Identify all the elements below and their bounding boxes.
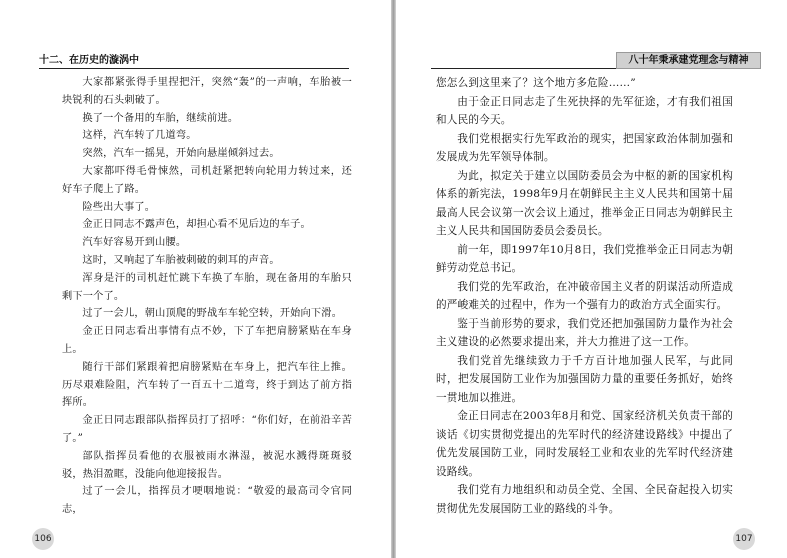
running-head-right: 八十年秉承建党理念与精神: [616, 52, 761, 69]
header-rule-right: [431, 68, 616, 69]
paragraph: 险些出大事了。: [82, 201, 156, 213]
page-number-left: 106: [32, 528, 54, 550]
paragraph: 随行干部们紧跟着把肩膀紧贴在车身上，把汽车往上推。历尽艰难险阻，汽车转了一百五十二道弯，终于到达了前方指挥所。: [62, 361, 352, 409]
paragraph: 由于金正日同志走了生死抉择的先军征途，才有我们祖国和人民的今天。: [436, 95, 733, 126]
right-page-body: [436, 74, 733, 518]
paragraph: 大家都紧张得手里捏把汗，突然“轰”的一声响，车胎被一块锐利的石头刺破了。: [62, 77, 352, 106]
paragraph: 过了一会儿，朝山顶爬的野战车车轮空转，开始向下滑。: [82, 308, 343, 320]
paragraph: 我们党首先继续致力于千方百计地加强人民军，与此同时，把发展国防工业作为加强国防力量的重要任务抓好，始终一贯地加以推进。: [436, 354, 733, 404]
paragraph: 大家都吓得毛骨悚然，司机赶紧把转向轮用力转过来，还好车子爬上了路。: [62, 165, 352, 195]
paragraph: 我们党的先军政治，在冲破帝国主义者的阴谋活动所造成的严峻难关的过程中，作为一个强有力的政治方式全面实行。: [436, 280, 733, 311]
running-head-left: 十二、在历史的漩涡中: [39, 55, 139, 66]
page-number-right: 107: [733, 528, 755, 550]
paragraph: 前一年，即1997年10月8日，我们党推举金正日同志为朝鲜劳动党总书记。: [436, 243, 733, 274]
paragraph: 金正日同志在2003年8月和党、国家经济机关负责干部的谈话《切实贯彻党提出的先军时代的经济建设路线》中提出了优先发展国防工业，同时发展轻工业和农业的先军时代经济建设路线。: [436, 410, 733, 478]
left-page-body: [62, 74, 352, 519]
paragraph: 这样，汽车转了几道弯。: [82, 130, 197, 142]
paragraph: 这时，又响起了车胎被刺破的刺耳的声音。: [82, 254, 280, 266]
paragraph: 金正日同志不露声色，却担心看不见后边的车子。: [82, 219, 311, 231]
paragraph: 浑身是汗的司机赶忙跳下车换了车胎，现在备用的车胎只剩下一个了。: [62, 272, 352, 302]
continued-line: 您怎么到这里来了？这个地方多危险……”: [436, 77, 636, 89]
paragraph: 鉴于当前形势的要求，我们党还把加强国防力量作为社会主义建设的必然要求提出来，并大力推进了这一工作。: [436, 317, 733, 348]
paragraph: 换了一个备用的车胎，继续前进。: [82, 112, 239, 124]
paragraph: 金正日同志跟部队指挥员打了招呼：“你们好，在前沿辛苦了。”: [62, 415, 352, 444]
paragraph: 过了一会儿，指挥员才哽咽地说：“敬爱的最高司令官同志，: [62, 486, 352, 516]
paragraph: 我们党根据实行先军政治的现实，把国家政治体制加强和发展成为先军领导体制。: [436, 132, 733, 163]
paragraph: 部队指挥员看他的衣服被雨水淋湿，被泥水溅得斑斑驳驳，热泪盈眶，没能向他迎接报告。: [62, 450, 352, 480]
paragraph: 为此，拟定关于建立以国防委员会为中枢的新的国家机构体系的新宪法，1998年9月在朝鲜民主主义人民共和国第十届最高人民会议第一次会议上通过，推举金正日同志为朝鲜民主主义人民共和国国防委员会委员长。: [436, 169, 733, 237]
header-rule-left: [39, 68, 349, 69]
paragraph: 突然，汽车一摇晃，开始向悬崖倾斜过去。: [82, 148, 280, 160]
paragraph: 金正日同志看出事情有点不妙，下了车把肩膀紧贴在车身上。: [62, 326, 352, 355]
left-page: [0, 0, 391, 558]
paragraph: 我们党有力地组织和动员全党、全国、全民奋起投入切实贯彻优先发展国防工业的路线的斗争。: [436, 484, 733, 515]
paragraph: 汽车好容易开到山腰。: [82, 237, 187, 249]
